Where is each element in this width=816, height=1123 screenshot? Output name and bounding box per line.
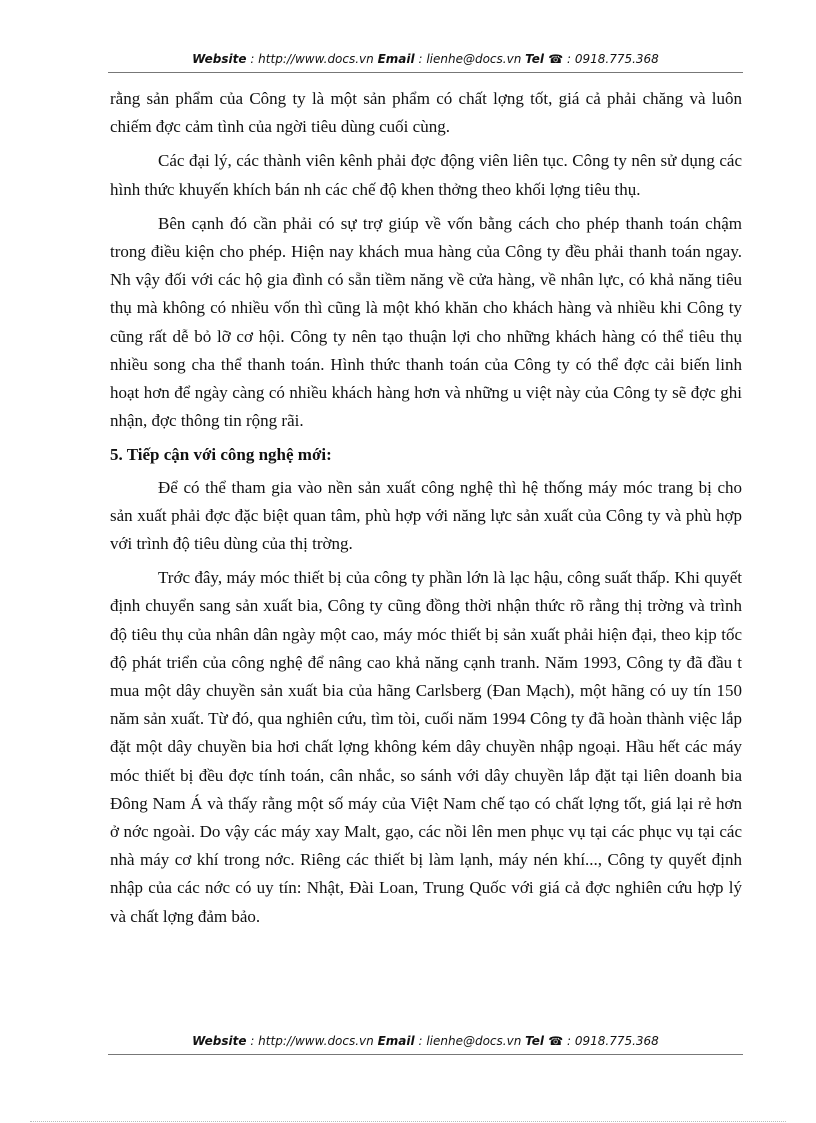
footer-website-link[interactable]: : http://www.docs.vn xyxy=(250,1034,374,1048)
header-website-link[interactable]: : http://www.docs.vn xyxy=(250,52,374,66)
footer-tel-label: Tel ☎ xyxy=(525,1034,564,1048)
footer-email-label: Email xyxy=(377,1034,415,1048)
footer-email-link[interactable]: : lienhe@docs.vn xyxy=(418,1034,522,1048)
header-tel-value: : 0918.775.368 xyxy=(566,52,659,66)
page-edge-divider xyxy=(30,1121,786,1122)
paragraph-3: Bên cạnh đó cần phải có sự trợ giúp về vốn bằng cách cho phép thanh toán chậm trong điều kiện cho phép. Hiện nay khách mua hàng của Công ty đều phải thanh toán ngay. Nh vậy đối với các hộ gia đình có sẵn tiềm năng về cửa hàng, về nhân lực, có khả năng tiêu thụ mà không có nhiều vốn thì cũng là một khó khăn cho khách hàng và nhiều khi Công ty cũng rất dễ bỏ lỡ cơ hội. Công ty nên tạo thuận lợi cho những khách hàng có thể tiêu thụ nhiều song cha thể thanh toán. Hình thức thanh toán của Công ty có thể đợc cải biến linh hoạt hơn để ngày càng có nhiều khách hàng hơn và những u việt này của Công ty sẽ đợc ghi nhận, đợc thông tin rộng rãi. xyxy=(110,213,742,431)
header-tel-label: Tel ☎ xyxy=(525,52,564,66)
paragraph-5: Trớc đây, máy móc thiết bị của công ty phần lớn là lạc hậu, công suất thấp. Khi quyết định chuyển sang sản xuất bia, Công ty cũng đồng thời nhận thức rõ rằng thị trờng và trình độ tiêu thụ của nhân dân ngày một cao, máy móc thiết bị sản xuất phải hiện đại, theo kịp tốc độ phát triển của công nghệ để nâng cao khả năng cạnh tranh. Năm 1993, Công ty đã đầu t mua một dây chuyền sản xuất bia của hãng Carlsberg (Đan Mạch), một hãng có uy tín 150 năm sản xuất. Từ đó, qua nghiên cứu, tìm tòi, cuối năm 1994 Công ty đã hoàn thành việc lắp đặt một dây chuyền bia hơi chất lợng không kém dây chuyền nhập ngoại. Hầu hết các máy móc thiết bị đều đợc tính toán, cân nhắc, so sánh với dây chuyền lắp đặt tại liên doanh bia Đông Nam Á và thấy rằng một số máy của Việt Nam chế tạo có chất lợng tốt, giá lại rẻ hơn ở nớc ngoài. Do vậy các máy xay Malt, gạo, các nồi lên men phục vụ tại các phục vụ tại các nhà máy cơ khí trong nớc. Riêng các thiết bị làm lạnh, máy nén khí..., Công ty quyết định nhập của các nớc có uy tín: Nhật, Đài Loan, Trung Quốc với giá cả đợc nghiên cứu hợp lý và chất lợng đảm bảo. xyxy=(110,568,742,926)
header-divider xyxy=(108,72,743,73)
section-heading: 5. Tiếp cận với công nghệ mới: xyxy=(110,445,332,465)
footer-divider xyxy=(108,1054,743,1055)
document-body xyxy=(110,85,742,937)
paragraph-1: rằng sản phẩm của Công ty là một sản phẩm có chất lợng tốt, giá cả phải chăng và luôn chiếm đợc cảm tình của ngời tiêu dùng cuối cùng. xyxy=(110,89,742,137)
footer-website-label: Website xyxy=(192,1034,247,1048)
paragraph-2: Các đại lý, các thành viên kênh phải đợc động viên liên tục. Công ty nên sử dụng các hình thức khuyến khích bán nh các chế độ khen thởng theo khối lợng tiêu thụ. xyxy=(110,151,742,199)
header-email-link[interactable]: : lienhe@docs.vn xyxy=(418,52,522,66)
page-footer xyxy=(108,1034,743,1048)
paragraph-4: Để có thể tham gia vào nền sản xuất công nghệ thì hệ thống máy móc trang bị cho sản xuất phải đợc đặc biệt quan tâm, phù hợp với năng lực sản xuất của Công ty và phù hợp với trình độ tiêu dùng của thị trờng. xyxy=(110,477,742,554)
footer-tel-value: : 0918.775.368 xyxy=(566,1034,659,1048)
header-email-label: Email xyxy=(377,52,415,66)
page-header xyxy=(108,52,743,66)
header-website-label: Website xyxy=(192,52,247,66)
